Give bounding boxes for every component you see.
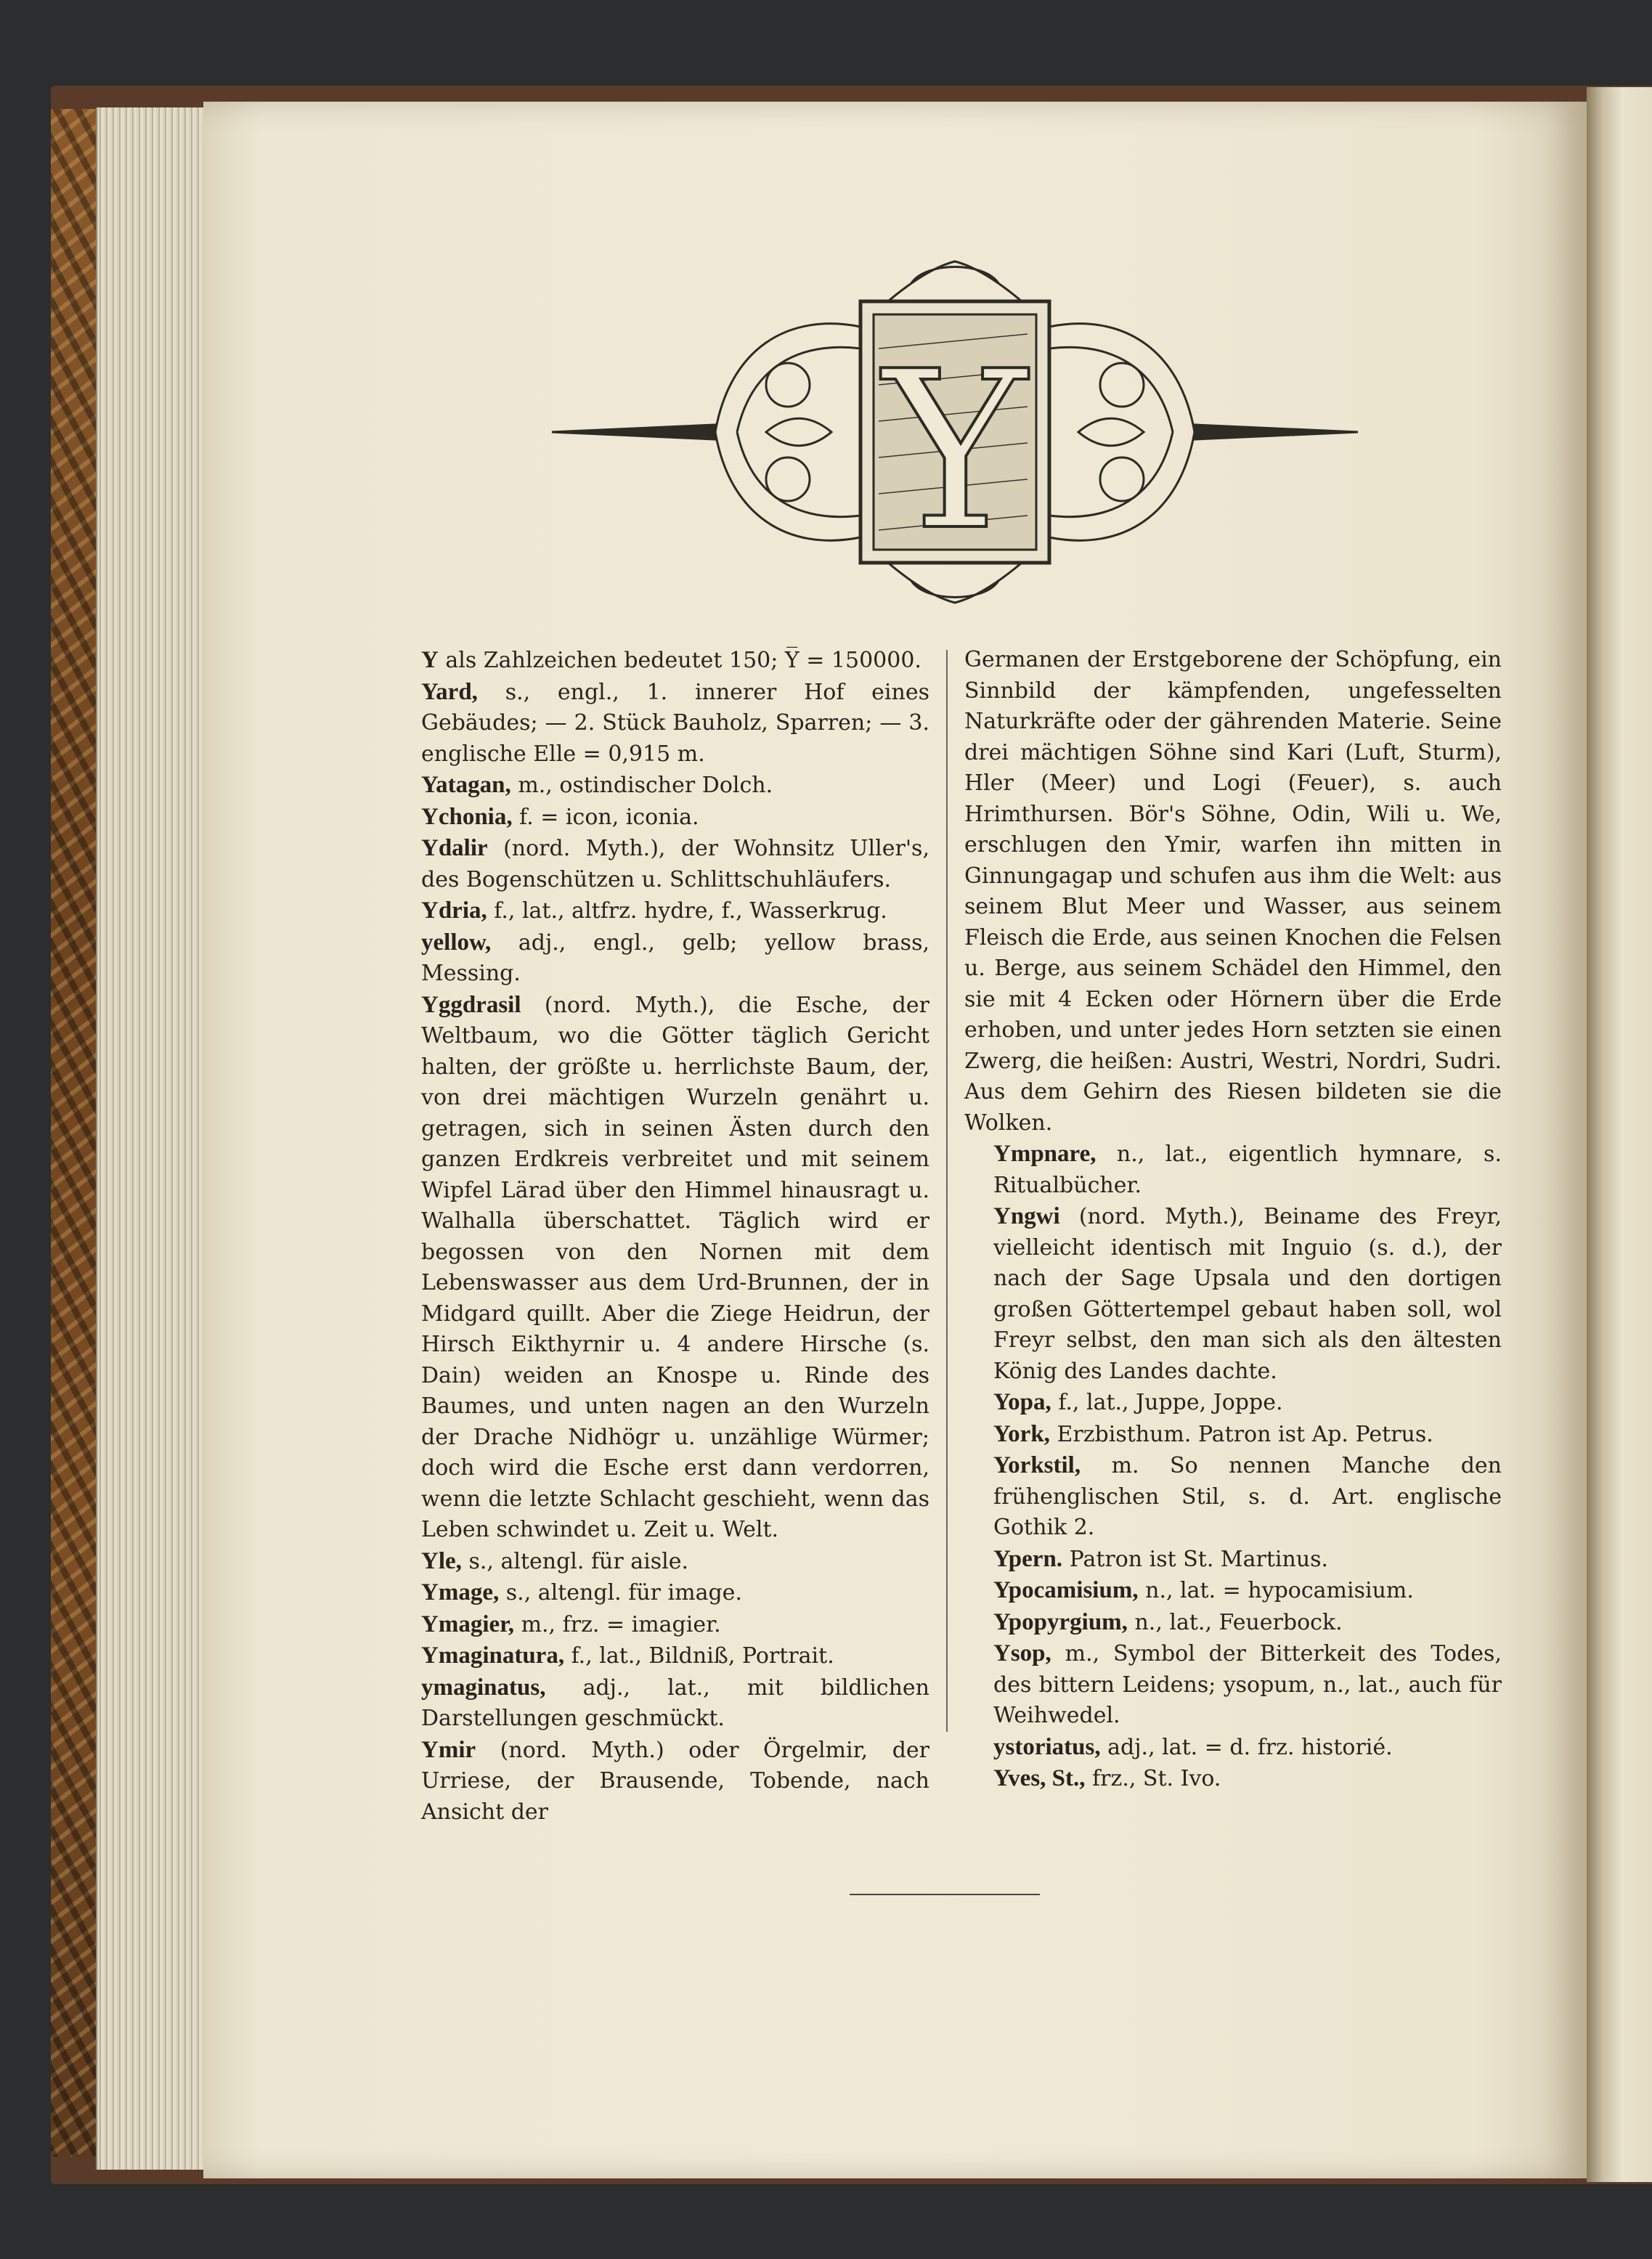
entry-headword: Ysop, — [993, 1640, 1051, 1666]
entry-text: f., lat., Juppe, Joppe. — [1058, 1390, 1283, 1415]
facing-page-gutter — [1587, 87, 1652, 2182]
entry-headword: ymaginatus, — [421, 1674, 546, 1701]
dictionary-entry — [392, 1546, 929, 1578]
entry-headword: Yatagan, — [421, 772, 511, 798]
entry-headword: Ymagier, — [421, 1611, 515, 1637]
dictionary-entry — [392, 1577, 929, 1609]
entry-text: m., Symbol der Bitterkeit des Todes, des bittern Leidens; ysopum, n., lat., auch für Weihwedel. — [993, 1641, 1502, 1728]
column-divider — [946, 650, 948, 1732]
entry-headword: Ymage, — [421, 1579, 500, 1605]
entry-headword: Y — [421, 647, 439, 673]
dictionary-entry — [392, 645, 929, 677]
entry-headword: ystoriatus, — [993, 1733, 1101, 1760]
entry-text: (nord. Myth.) oder Örgelmir, der Urriese, der Brausende, Tobende, nach Ansicht der — [421, 1737, 929, 1825]
entry-headword: Ymaginatura, — [421, 1643, 565, 1669]
entry-text: m. So nennen Manche den frühenglischen Stil, s. d. Art. englische Gothik 2. — [993, 1453, 1502, 1540]
dictionary-entry — [964, 1201, 1502, 1387]
entry-headword: Ydalir — [421, 835, 488, 861]
entry-text: (nord. Myth.), die Esche, der Weltbaum, wo die Götter täglich Gericht halten, der größte u. herrlichste Baum, der, von drei mächtigen Wurzeln genährt u. getragen, sich in seinen Ästen durch den ganzen Erdkreis verbreitet und mit seinem Wipfel Lärad über den Himmel hinausragt u. Walhalla überschattet. Täglich wird er begossen von den Nornen mit dem Lebenswasser aus dem Urd-Brunnen, der in Midgard quillt. Aber die Ziege Heidrun, der Hirsch Eikthyrnir u. 4 andere Hirsche (s. Dain) weiden an Knospe u. Rinde des Baumes, und unten nagen an den Wurzeln der Drache Nidhögr u. unzählige Würmer; doch wird die Esche erst dann verdorren, wenn die letzte Schlacht geschieht, wenn das Leben schwindet u. Zeit u. Welt. — [421, 992, 929, 1542]
dictionary-entry — [392, 1735, 929, 1828]
left-column — [392, 645, 929, 1828]
page-edges — [96, 107, 206, 2170]
dictionary-entry — [392, 770, 929, 802]
entry-headword: Ypern. — [993, 1545, 1063, 1572]
entry-text: m., ostindischer Dolch. — [518, 773, 773, 798]
entry-headword: Yves, St., — [993, 1765, 1086, 1791]
ornament-initial: Y — [882, 325, 1028, 578]
dictionary-entry — [964, 645, 1502, 1139]
dictionary-entry — [964, 1544, 1502, 1576]
entry-headword: Ypocamisium, — [993, 1577, 1139, 1603]
entry-text: Germanen der Erstgeborene der Schöpfung, ein Sinnbild der kämpfenden, ungefesselten Naturkräfte oder der gährenden Materie. Seine drei mächtigen Söhne sind Kari (Luft, Sturm), Hler (Meer) und Logi (Feuer), s. auch Hrimthursen. Bör's Söhne, Odin, Wili u. We, erschlugen den Ymir, warfen ihn mitten in Ginnungagap und schufen aus ihm die Welt: aus seinem Blut Meer und Wasser, aus seinem Fleisch die Erde, aus seinen Knochen die Felsen u. Berge, aus seinem Schädel den Himmel, den sie mit 4 Ecken oder Hörnern über die Erde erhoben, und unter jedes Horn setzten sie einen Zwerg, die heißen: Austri, Westri, Nordri, Sudri. Aus dem Gehirn des Riesen bildeten sie die Wolken. — [964, 647, 1502, 1136]
entry-headword: Ychonia, — [421, 803, 513, 830]
dictionary-entry — [964, 1575, 1502, 1607]
entry-text: s., engl., 1. innerer Hof eines Gebäudes; — 2. Stück Bauholz, Sparren; — 3. englische Elle = 0,915 m. — [421, 679, 929, 767]
decorative-initial-ornament — [548, 240, 1362, 617]
dictionary-entry — [964, 1139, 1502, 1201]
dictionary-entry — [392, 1672, 929, 1735]
entry-headword: Yard, — [421, 678, 478, 705]
entry-headword: Ympnare, — [993, 1141, 1096, 1167]
entry-text: als Zahlzeichen bedeutet 150; Y̅ = 150000. — [445, 648, 921, 673]
dictionary-entry — [964, 1607, 1502, 1639]
entry-headword: Ypopyrgium, — [993, 1608, 1128, 1635]
entry-text: s., altengl. für aisle. — [468, 1548, 689, 1574]
dictionary-entry — [392, 1609, 929, 1641]
entry-text: f., lat., Bildniß, Portrait. — [571, 1643, 834, 1669]
dictionary-entry — [964, 1387, 1502, 1419]
dictionary-entry — [392, 1640, 929, 1672]
dictionary-entry — [964, 1763, 1502, 1795]
entry-headword: Yopa, — [993, 1389, 1051, 1415]
dictionary-entry — [392, 990, 929, 1546]
entry-text: frz., St. Ivo. — [1092, 1766, 1221, 1791]
entry-headword: Yngwi — [993, 1203, 1060, 1229]
entry-text: adj., lat., mit bildlichen Darstellungen geschmückt. — [421, 1674, 930, 1731]
entry-text: Erzbisthum. Patron ist Ap. Petrus. — [1057, 1421, 1433, 1447]
entry-text: (nord. Myth.), Beiname des Freyr, vielleicht identisch mit Inguio (s. d.), der nach der Sage Upsala und den dortigen großen Göttertempel gebaut haben soll, wol Freyr selbst, den man sich als den ältesten König des Landes dachte. — [993, 1204, 1502, 1384]
dictionary-entry — [392, 802, 929, 834]
dictionary-entry — [964, 1732, 1502, 1764]
dictionary-entry — [964, 1450, 1502, 1544]
dictionary-entry — [392, 677, 929, 770]
entry-headword: Ymir — [421, 1736, 476, 1763]
entry-headword: yellow, — [421, 929, 492, 956]
entry-text: n., lat. = hypocamisium. — [1145, 1578, 1414, 1603]
dictionary-entry — [964, 1419, 1502, 1451]
entry-headword: Ydria, — [421, 898, 487, 924]
entry-headword: Yorkstil, — [993, 1452, 1081, 1478]
dictionary-entry — [392, 833, 929, 895]
entry-text: f., lat., altfrz. hydre, f., Wasserkrug. — [494, 898, 887, 924]
dictionary-entry — [392, 927, 929, 990]
entry-text: s., altengl. für image. — [505, 1580, 742, 1605]
entry-text: Patron ist St. Martinus. — [1069, 1546, 1329, 1572]
end-rule — [850, 1894, 1040, 1895]
entry-text: adj., engl., gelb; yellow brass, Messing. — [421, 929, 929, 986]
entry-text: m., frz. = imagier. — [521, 1611, 721, 1637]
dictionary-entry — [964, 1638, 1502, 1732]
entry-text: adj., lat. = d. frz. historié. — [1107, 1734, 1393, 1760]
dictionary-entry — [392, 895, 929, 927]
entry-headword: Yle, — [421, 1547, 462, 1574]
marbled-book-edge — [51, 109, 102, 2157]
entry-text: f. = icon, iconia. — [519, 804, 699, 830]
entry-headword: Yggdrasil — [421, 991, 521, 1018]
entry-text: (nord. Myth.), der Wohnsitz Uller's, des Bogenschützen u. Schlittschuhläufers. — [421, 836, 929, 892]
entry-headword: York, — [993, 1420, 1050, 1447]
entry-text: n., lat., Feuerbock. — [1134, 1609, 1343, 1635]
right-column — [964, 645, 1502, 1795]
entry-text: n., lat., eigentlich hymnare, s. Ritualbücher. — [993, 1141, 1502, 1198]
